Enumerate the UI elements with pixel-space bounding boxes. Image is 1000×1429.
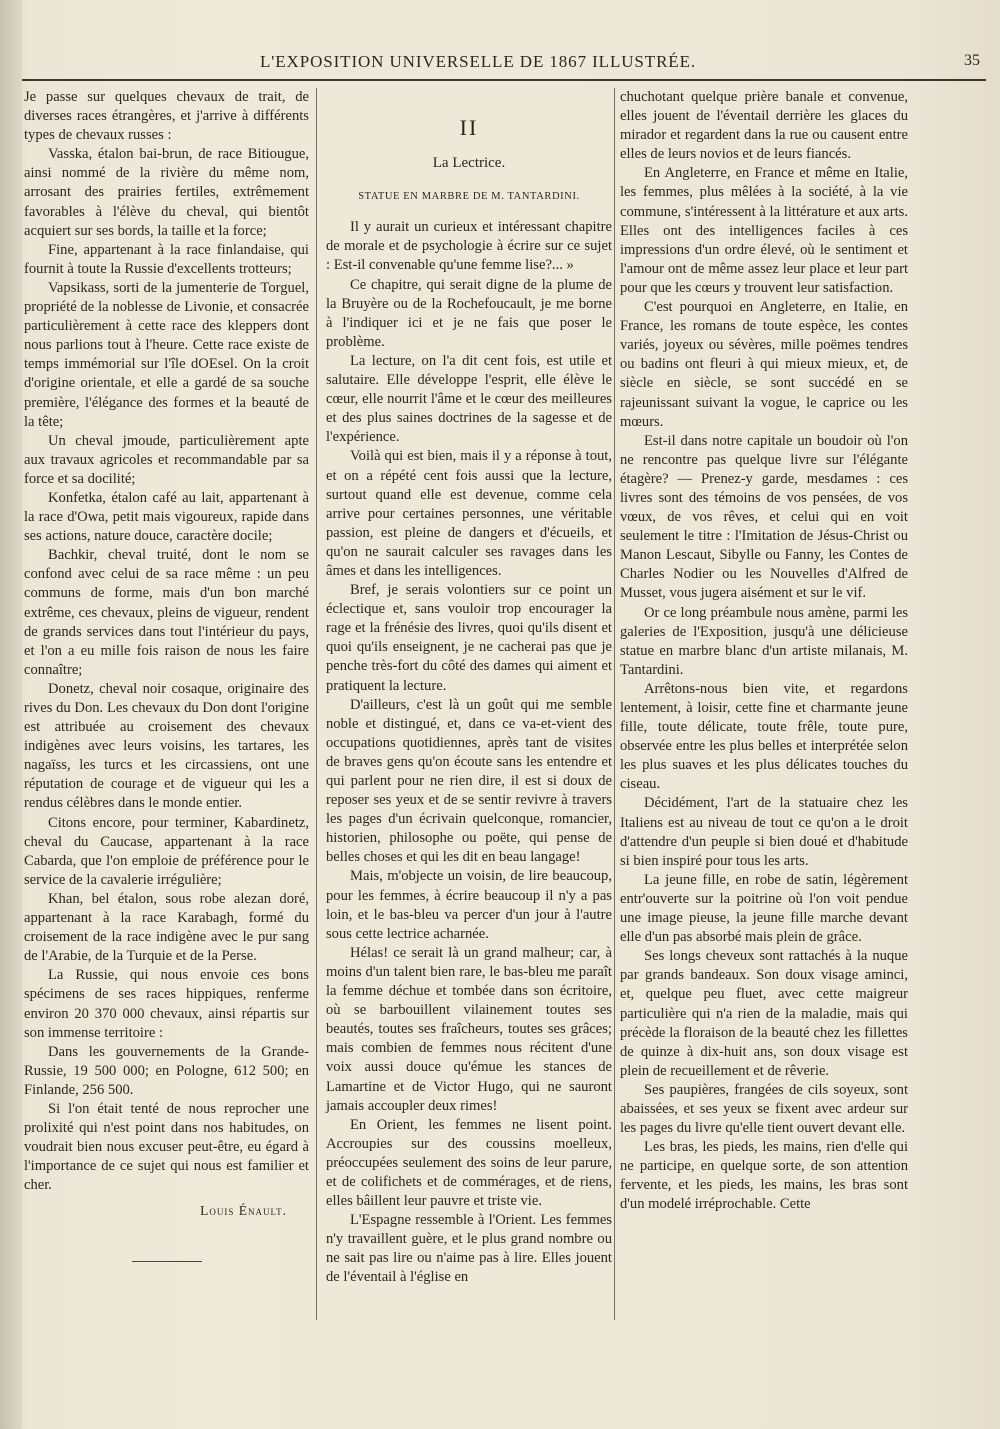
running-title: L'EXPOSITION UNIVERSELLE DE 1867 ILLUSTRÉE.: [260, 52, 697, 71]
page-binding-edge: [0, 0, 22, 1429]
paragraph: Les bras, les pieds, les mains, rien d'elle qui ne participe, en quelque sorte, de son attention fervente, et les pieds, les mains, les bras sont d'un modelé irréprochable. Cette: [620, 1139, 908, 1213]
column-1: [24, 88, 309, 1262]
paragraph: Est-il dans notre capitale un boudoir où l'on ne rencontre pas quelque livre sur l'élégante étagère? — Prenez-y garde, mesdames : ces livres sont des témoins de vos pensées, de vos vœux, de vos rêves, et celui qui en voit seulement le titre : l'Imitation de Jésus-Christ ou Manon Lescaut, Sibylle ou Fanny, les Contes de Charles Nodier ou les Nouvelles d'Alfred de Musset, vous jugera aisément et sur le vif.: [620, 432, 908, 602]
column-3: [620, 88, 908, 1215]
paragraph: La lecture, on l'a dit cent fois, est utile et salutaire. Elle développe l'esprit, elle élève le cœur, elle nourrit l'âme et le cœur des meilleures et des plus saines doctrines de la sagesse et de l'expérience.: [326, 352, 612, 446]
paragraph: Khan, bel étalon, sous robe alezan doré, appartenant à la race Karabagh, formé du croisement de la race indigène avec le pur sang de l'Arabie, de la Turquie et de la Perse.: [24, 890, 309, 965]
paragraph: Ses longs cheveux sont rattachés à la nuque par grands bandeaux. Son doux visage aminci, et, quelque peu fluet, avec cette maigreur particulière qui n'a rien de la maladie, mais qui précède la floraison de la beauté chez les fillettes de quinze à dix-huit ans, son doux visage est plein de recueillement et de rêverie.: [620, 948, 908, 1079]
paragraph: La jeune fille, en robe de satin, légèrement entr'ouverte sur la poitrine où l'on voit pendue une image pieuse, la jeune fille marche devant elle d'un pas absorbé mais plein de grâce.: [620, 871, 908, 946]
paragraph: Il y aurait un curieux et intéressant chapitre de morale et de psychologie à écrire sur ce sujet : Est-il convenable qu'une femme lise?... »: [326, 219, 612, 274]
paragraph: Bachkir, cheval truité, dont le nom se confond avec celui de sa race même : un peu communs de forme, mais d'un bon marché extrême, ces chevaux, pleins de vigueur, rendent de grands services dans tout l'intérieur du pays, et l'on a eu mille fois raison de nous les faire connaître;: [24, 547, 309, 678]
paragraph: La Russie, qui nous envoie ces bons spécimens de ses races hippiques, renferme environ 20 370 000 chevaux, ainsi répartis sur son immense territoire :: [24, 967, 309, 1041]
paragraph: Konfetka, étalon café au lait, appartenant à la race d'Owa, petit mais vigoureux, rapide dans ses actions, nature douce, caractère docile;: [24, 489, 309, 545]
page-number: 35: [964, 52, 980, 69]
column-1-body: [24, 88, 309, 1195]
author-signature: Louis Énault.: [200, 1203, 287, 1219]
paragraph: Dans les gouvernements de la Grande-Russie, 19 500 000; en Pologne, 612 500; en Finlande, 256 500.: [24, 1043, 309, 1098]
paragraph: Vapsikass, sorti de la jumenterie de Torguel, propriété de la noblesse de Livonie, et consacrée particulièrement à cette race des kleppers dont nous parlions tout à l'heure. Cette race existe de temps immémorial sur l'île dOEsel. On la croit d'origine orientale, et elle a gardé de sa souche première, l'élégance des formes et la beauté de la tête;: [24, 279, 309, 430]
header-rule: [22, 79, 986, 81]
paragraph: Un cheval jmoude, particulièrement apte aux travaux agricoles et recommandable par sa force et sa docilité;: [24, 432, 309, 487]
paragraph: Je passe sur quelques chevaux de trait, de diverses races étrangères, et j'arrive à différents types de chevaux russes :: [24, 89, 309, 144]
section-title: La Lectrice.: [432, 155, 506, 172]
paragraph: Décidément, l'art de la statuaire chez les Italiens est au niveau de tout ce qu'on a le droit d'attendre d'un peuple si bien doué et d'habitude si bien inspiré pour tous les arts.: [620, 795, 908, 869]
paragraph: Ses paupières, frangées de cils soyeux, sont abaissées, et ses yeux se fixent avec ardeur sur les pages du livre qu'elle tient ouvert devant elle.: [620, 1081, 908, 1137]
paragraph: D'ailleurs, c'est là un goût qui me semble noble et distingué, et, dans ce va-et-vient des occupations quotidiennes, après tant de visites de braves gens qu'on écoute sans les entendre et qui parlent pour ne rien dire, il est si doux de reposer ses yeux et de se sentir revivre à travers les pages d'un écrivain quelconque, romancier, historien, philosophe ou poëte, qui pense de belles choses et qui les dit en beau langage!: [326, 696, 612, 866]
paragraph: Si l'on était tenté de nous reprocher une prolixité qui n'est point dans nos habitudes, on voudrait bien nous excuser peut-être, eu égard à l'importance de ce sujet qui nous est familier et cher.: [24, 1100, 309, 1194]
paragraph: Vasska, étalon bai-brun, de race Bitiougue, ainsi nommé de la rivière du même nom, arrosant des prairies fertiles, extrêmement favorables à l'élève du cheval, qui bientôt acquiert sur ses bords, la taille et la force;: [24, 146, 309, 239]
paragraph: En Angleterre, en France et même en Italie, les femmes, plus mêlées à la société, à la vie commune, s'intéressent à la littérature et aux arts. Elles ont des intelligences faciles à ces impressions d'un ordre élevé, où le sentiment et l'amour ont de même assez leur place et leur part pour que les cœurs y trouvent leur satisfaction.: [620, 165, 908, 296]
paragraph: Or ce long préambule nous amène, parmi les galeries de l'Exposition, jusqu'à une délicieuse statue en marbre blanc d'un artiste milanais, M. Tantardini.: [620, 604, 908, 678]
paragraph: Fine, appartenant à la race finlandaise, qui fournit à toute la Russie d'excellents trotteurs;: [24, 241, 309, 277]
paragraph: Bref, je serais volontiers sur ce point un éclectique et, sans vouloir trop encourager la rage et la frénésie des livres, quoi qu'ils disent et quoi qu'ils enseignent, je ne cacherai pas que je penche très-fort du côté des dames qui aiment et pratiquent la lecture.: [326, 582, 612, 694]
column-2: [326, 88, 612, 1288]
section-number: II: [459, 115, 479, 140]
paragraph: L'Espagne ressemble à l'Orient. Les femmes n'y travaillent guère, et le plus grand nombre ou ne sait pas lire ou n'aime pas à lire. Elles jouent de l'éventail à l'église en: [326, 1212, 612, 1286]
paragraph: Voilà qui est bien, mais il y a réponse à tout, et on a répété cent fois aussi que la lecture, surtout quand elle est devenue, comme cela arrive pour certaines personnes, une véritable passion, est pleine de dangers et d'écueils, et qu'on ne saurait calculer ses ravages dans les âmes et dans les intelligences.: [326, 448, 612, 579]
column-divider: [316, 88, 317, 1320]
paragraph: Citons encore, pour terminer, Kabardinetz, cheval du Caucase, appartenant à la race Cabarda, que l'on emploie de préférence pour le service de la cavalerie irrégulière;: [24, 814, 309, 888]
paragraph: Arrêtons-nous bien vite, et regardons lentement, à loisir, cette fine et charmante jeune fille, toute délicate, toute frêle, toute pure, observée entre les plus belles et interprétée selon les plus suaves et les plus délicates touches du ciseau.: [620, 680, 908, 793]
paragraph: Mais, m'objecte un voisin, de lire beaucoup, pour les femmes, à écrire beaucoup il n'y a pas loin, et le bas-bleu va percer d'un jour à l'autre sous cette lectrice acharnée.: [326, 868, 612, 942]
paragraph: C'est pourquoi en Angleterre, en Italie, en France, les romans de toute espèce, les contes variés, joyeux ou sévères, mille poëmes tendres ou badins ont fleuri à qui mieux mieux, et, de siècle en siècle, se sont succédé en se rajeunissant suivant la vogue, le caprice ou les mœurs.: [620, 299, 908, 430]
paragraph: Ce chapitre, qui serait digne de la plume de la Bruyère ou de la Rochefoucault, je me borne à l'indiquer ici et je ne fais que poser le problème.: [326, 276, 612, 350]
paragraph: En Orient, les femmes ne lisent point. Accroupies sur des coussins moelleux, préoccupées seulement des soins de leur parure, et de colifichets et de commérages, et de riens, elles bâillent leur pauvre et triste vie.: [326, 1116, 612, 1210]
article-end-rule: [132, 1261, 202, 1262]
paragraph: Donetz, cheval noir cosaque, originaire des rives du Don. Les chevaux du Don dont l'origine est attribuée au croisement des chevaux indigènes avec leurs voisins, les tartares, les nagaïss, les turcs et les circassiens, ont une réputation de courage et de vigueur qui les a rendus célèbres dans le monde entier.: [24, 680, 309, 812]
paragraph: Hélas! ce serait là un grand malheur; car, à moins d'un talent bien rare, le bas-bleu me paraît la femme déchue et tombée dans son écritoire, où se barbouillent vilainement toutes ses beautés, toutes ses fraîcheurs, toutes ses grâces; mais combien de femmes nous récitent d'une voix aussi douce qu'émue les stances de Lamartine et de Victor Hugo, qui ne sauront jamais accoupler deux rimes!: [326, 944, 612, 1114]
page-header: [248, 52, 980, 74]
paragraph: chuchotant quelque prière banale et convenue, elles jouent de l'éventail derrière les glaces du mirador et regardent dans la rue ou causent entre elles de leurs novios et de leurs fiancés.: [620, 89, 908, 163]
column-divider: [614, 88, 615, 1320]
section-subtitle: STATUE EN MARBRE DE M. TANTARDINI.: [358, 191, 580, 203]
